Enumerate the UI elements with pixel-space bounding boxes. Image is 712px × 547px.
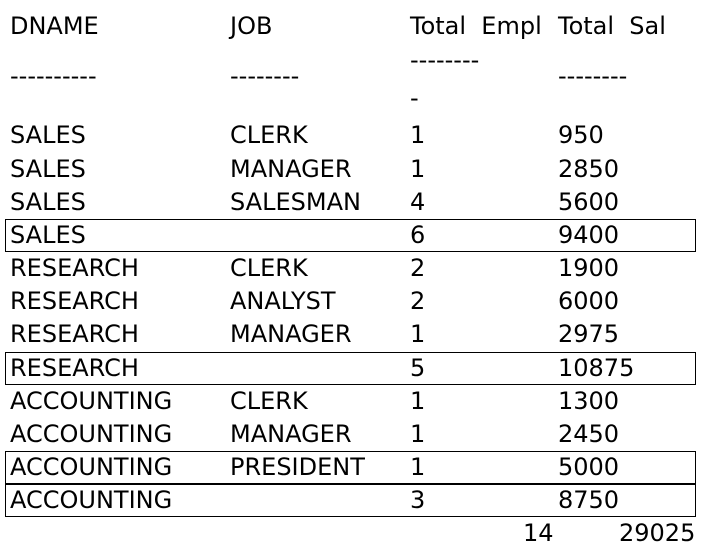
cell-dname: SALES (10, 155, 86, 183)
cell-dname: SALES (10, 221, 86, 249)
cell-sal: 2975 (558, 320, 620, 348)
cell-empl: 1 (410, 420, 426, 448)
cell-sal: 9400 (558, 221, 620, 249)
cell-sal: 2450 (558, 420, 620, 448)
cell-dname: ACCOUNTING (10, 420, 173, 448)
cell-dname: RESEARCH (10, 287, 139, 315)
header-total-empl: Total Empl (410, 12, 542, 40)
cell-empl: 1 (410, 155, 426, 183)
cell-job: PRESIDENT (230, 453, 365, 481)
cell-job: ANALYST (230, 287, 336, 315)
grand-total-sal: 29025 (619, 519, 696, 547)
cell-job: SALESMAN (230, 188, 361, 216)
cell-empl: 1 (410, 387, 426, 415)
cell-job: MANAGER (230, 320, 352, 348)
cell-empl: 1 (410, 453, 426, 481)
cell-sal: 2850 (558, 155, 620, 183)
cell-dname: RESEARCH (10, 320, 139, 348)
cell-sal: 1900 (558, 254, 620, 282)
header-total-sal: Total Sal (558, 12, 666, 40)
header-empl-underline: -------- (410, 46, 480, 74)
cell-dname: ACCOUNTING (10, 453, 173, 481)
cell-job: CLERK (230, 387, 308, 415)
cell-empl: 1 (410, 121, 426, 149)
cell-sal: 950 (558, 121, 604, 149)
cell-dname: RESEARCH (10, 354, 139, 382)
cell-empl: 6 (410, 221, 426, 249)
grand-total-empl: 14 (523, 519, 554, 547)
cell-empl: 4 (410, 188, 426, 216)
cell-sal: 8750 (558, 486, 620, 514)
header-job: JOB (230, 12, 273, 40)
cell-job: MANAGER (230, 155, 352, 183)
header-dname: DNAME (10, 12, 99, 40)
cell-empl: 2 (410, 287, 426, 315)
header-job-underline: -------- (230, 62, 300, 90)
cell-job: CLERK (230, 121, 308, 149)
cell-dname: SALES (10, 121, 86, 149)
cell-job: CLERK (230, 254, 308, 282)
cell-sal: 10875 (558, 354, 635, 382)
header-empl-underline-wrap: - (410, 84, 419, 112)
header-sal-underline: -------- (558, 62, 628, 90)
cell-dname: ACCOUNTING (10, 387, 173, 415)
cell-sal: 6000 (558, 287, 620, 315)
cell-sal: 1300 (558, 387, 620, 415)
cell-dname: SALES (10, 188, 86, 216)
cell-empl: 5 (410, 354, 426, 382)
cell-empl: 1 (410, 320, 426, 348)
cell-empl: 3 (410, 486, 426, 514)
cell-empl: 2 (410, 254, 426, 282)
cell-dname: RESEARCH (10, 254, 139, 282)
cell-job: MANAGER (230, 420, 352, 448)
cell-sal: 5600 (558, 188, 620, 216)
header-dname-underline: ---------- (10, 62, 97, 90)
cell-sal: 5000 (558, 453, 620, 481)
cell-dname: ACCOUNTING (10, 486, 173, 514)
